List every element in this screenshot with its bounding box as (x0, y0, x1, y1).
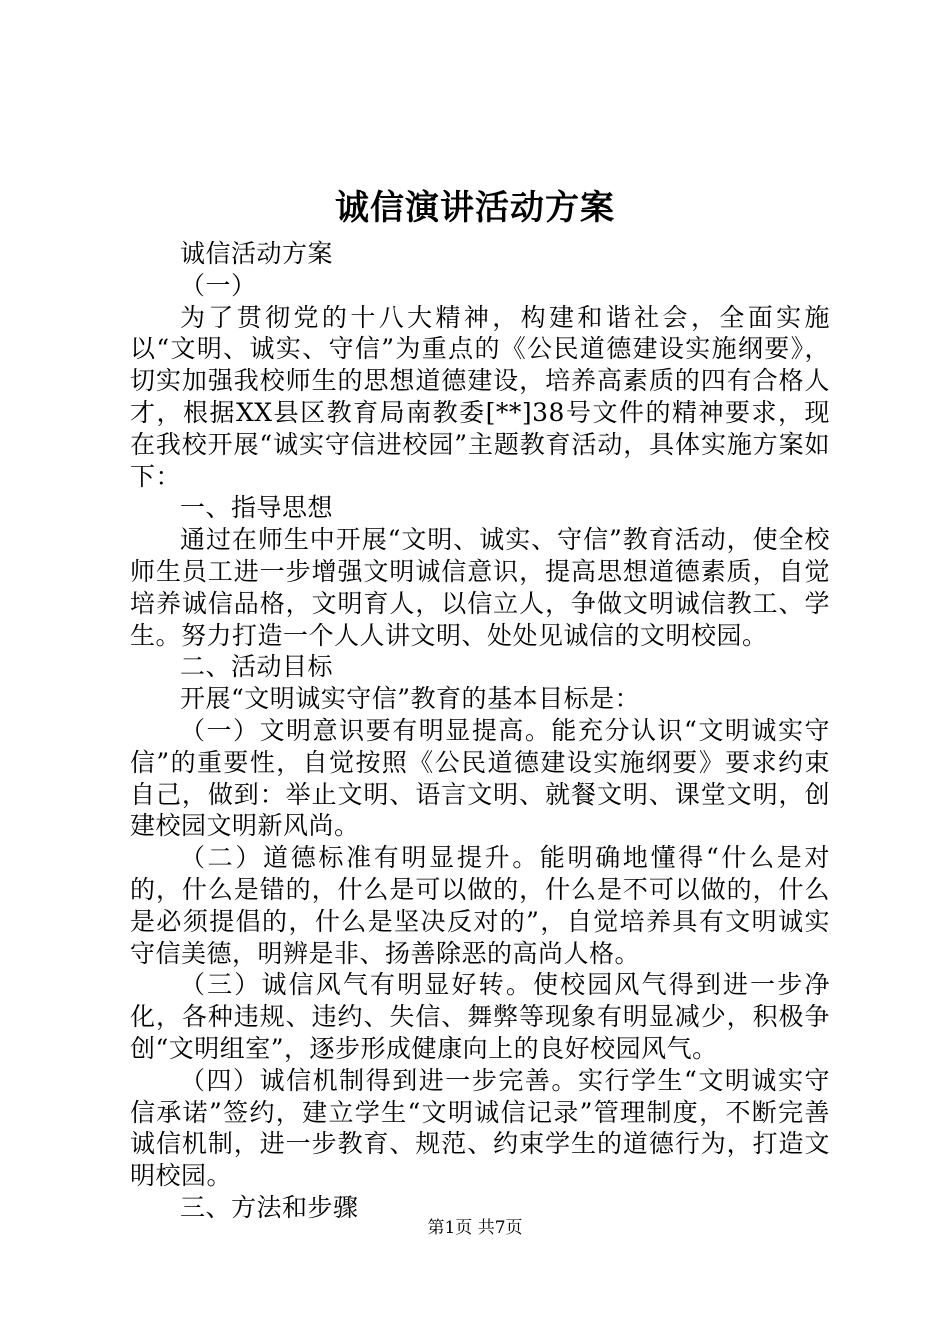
paragraph-guiding-principle: 通过在师生中开展“文明、诚实、守信”教育活动，使全校师生员工进一步增强文明诚信意识，提高思想道德素质，自觉培养诚信品格，文明育人，以信立人，争做文明诚信教工、学生。努力打造一个人人讲文明、处处见诚信的文明校园。 (130, 525, 830, 650)
page-number: 第1页 共7页 (427, 1218, 523, 1238)
heading-activity-goals: 二、活动目标 (180, 652, 334, 682)
paragraph-goal-1: （一）文明意识要有明显提高。能充分认识“文明诚实守信”的重要性，自觉按照《公民道德建设实施纲要》要求约束自己，做到：举止文明、语言文明、就餐文明、课堂文明，创建校园文明新风尚。 (130, 715, 830, 841)
paragraph-section-marker: （一） (180, 270, 257, 300)
paragraph-intro: 为了贯彻党的十八大精神，构建和谐社会，全面实施以“文明、诚实、守信”为重点的《公民道德建设实施纲要》，切实加强我校师生的思想道德建设，培养高素质的四有合格人才，根据XX县区教育局南教委[**]38号文件的精神要求，现在我校开展“诚实守信进校园”主题教育活动，具体实施方案如下： (130, 302, 830, 491)
heading-methods-steps: 三、方法和步骤 (180, 1192, 359, 1222)
paragraph-goal-4: （四）诚信机制得到进一步完善。实行学生“文明诚实守信承诺”签约，建立学生“文明诚信记录”管理制度，不断完善诚信机制，进一步教育、规范、约束学生的道德行为，打造文明校园。 (130, 1065, 830, 1191)
paragraph-goal-3: （三）诚信风气有明显好转。使校园风气得到进一步净化，各种违规、违约、失信、舞弊等现象有明显减少，积极争创“文明组室”，逐步形成健康向上的良好校园风气。 (130, 970, 830, 1063)
paragraph-goals-intro: 开展“文明诚实守信”教育的基本目标是： (180, 684, 641, 714)
document-body (130, 238, 830, 1224)
document-title: 诚信演讲活动方案 (335, 188, 615, 228)
paragraph-subtitle: 诚信活动方案 (180, 239, 334, 268)
paragraph-goal-2: （二）道德标准有明显提升。能明确地懂得“什么是对的，什么是错的，什么是可以做的，什么是不可以做的，什么是必须提倡的，什么是坚决反对的”，自觉培养具有文明诚实守信美德，明辨是非、扬善除恶的高尚人格。 (130, 843, 830, 968)
heading-guiding-principle: 一、指导思想 (180, 493, 334, 523)
